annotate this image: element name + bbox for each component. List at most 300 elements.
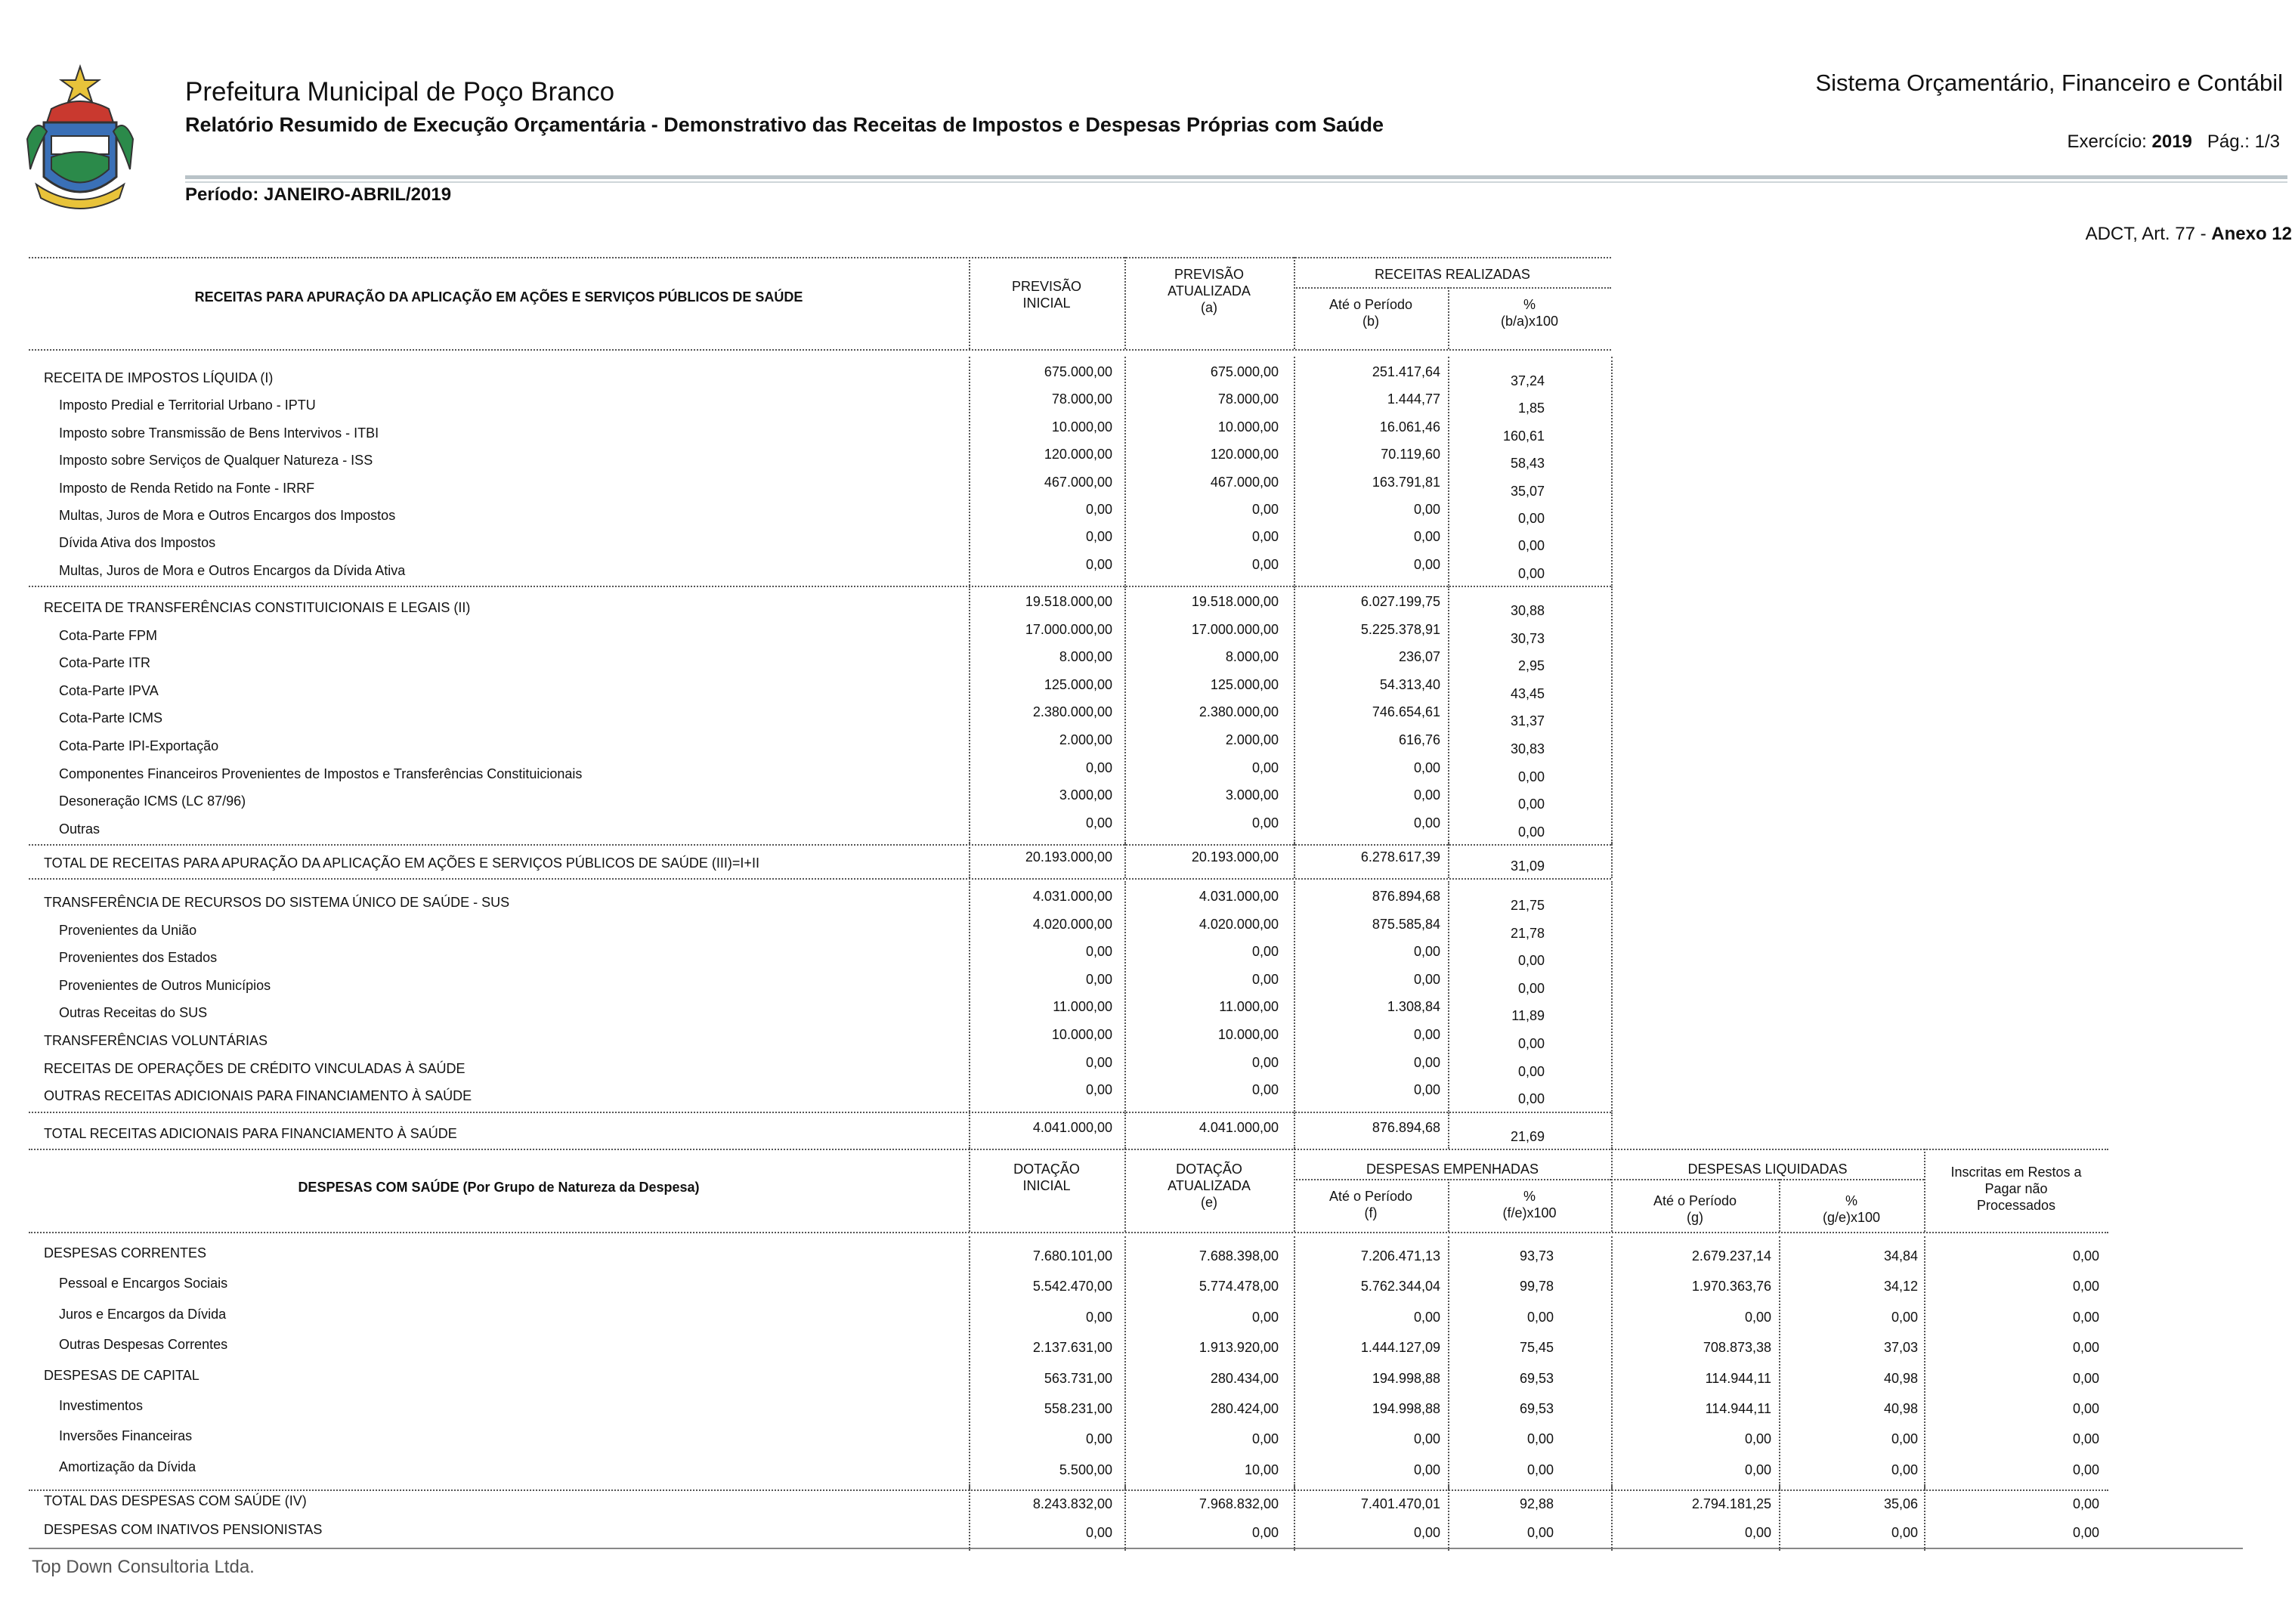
row-value: 0,00 (1413, 787, 1440, 803)
column-separator (1294, 1484, 1295, 1551)
row-value: 5.774.478,00 (1199, 1279, 1279, 1295)
row-label: Multas, Juros de Mora e Outros Encargos da Dívida Ativa (59, 562, 406, 578)
footer-rule (29, 1548, 2243, 1549)
column-separator (1124, 1484, 1126, 1551)
row-value: 0,00 (1891, 1525, 1918, 1540)
row-value: 0,00 (2072, 1309, 2099, 1325)
row-label: Outras (59, 821, 101, 837)
exp-col-pct-2: % (g/e)x100 (1822, 1193, 1881, 1225)
row-label: Desoneração ICMS (LC 87/96) (59, 793, 246, 809)
row-label: Imposto de Renda Retido na Fonte - IRRF (59, 480, 315, 496)
table-row (0, 473, 2295, 500)
row-label: TRANSFERÊNCIA DE RECURSOS DO SISTEMA ÚNICO DE SAÚDE - SUS (44, 895, 510, 910)
column-separator (1448, 881, 1449, 1112)
row-value: 21,78 (1510, 925, 1545, 941)
row-value: 746.654,61 (1372, 704, 1440, 720)
row-value: 10.000,00 (1051, 1027, 1112, 1042)
row-value: 467.000,00 (1044, 474, 1112, 490)
row-value: 30,83 (1510, 741, 1545, 756)
row-value: 30,73 (1510, 630, 1545, 646)
row-value: 280.434,00 (1210, 1370, 1279, 1386)
row-value: 0,00 (1744, 1525, 1771, 1540)
row-value: 0,00 (1744, 1462, 1771, 1477)
row-value: 0,00 (1085, 1082, 1112, 1098)
table-row (0, 1242, 2295, 1273)
row-value: 6.278.617,39 (1360, 849, 1440, 865)
column-separator (1611, 881, 1613, 1112)
column-separator (969, 1484, 970, 1551)
row-value: 675.000,00 (1210, 364, 1279, 379)
row-label: Cota-Parte ITR (59, 655, 151, 671)
row-value: 0,00 (1517, 538, 1545, 554)
row-value: 2.679.237,14 (1691, 1248, 1771, 1264)
exercise-info (2067, 131, 2280, 153)
rev-col-updated: PREVISÃO ATUALIZADA (a) (1168, 267, 1251, 315)
row-value: 0,00 (1413, 529, 1440, 545)
column-separator (1124, 357, 1126, 586)
row-value: 2.000,00 (1225, 732, 1279, 747)
row-value: 194.998,88 (1372, 1401, 1440, 1416)
row-value: 93,73 (1519, 1248, 1554, 1264)
table-row (0, 592, 2295, 620)
exp-header-bottom-rule (29, 1232, 2108, 1233)
table-row (0, 1304, 2295, 1334)
table-row (0, 759, 2295, 787)
block-rule (29, 878, 1611, 880)
row-value: 0,00 (2072, 1462, 2099, 1477)
row-value: 8.243.832,00 (1032, 1496, 1112, 1511)
row-value: 0,00 (2072, 1431, 2099, 1447)
column-separator (1448, 586, 1449, 844)
row-value: 0,00 (1085, 971, 1112, 987)
block-rule (29, 844, 1611, 846)
table-row (0, 998, 2295, 1025)
row-value: 0,00 (1085, 1309, 1112, 1325)
row-value: 467.000,00 (1210, 474, 1279, 490)
row-label: OUTRAS RECEITAS ADICIONAIS PARA FINANCIAMENTO À SAÚDE (44, 1088, 472, 1104)
system-name: Sistema Orçamentário, Financeiro e Contábil (1815, 70, 2283, 96)
row-value: 0,00 (1517, 769, 1545, 784)
column-separator (969, 357, 970, 586)
column-separator (1924, 1484, 1925, 1551)
table-row (0, 1365, 2295, 1395)
row-label: Cota-Parte IPVA (59, 682, 159, 698)
row-value: 8.000,00 (1225, 649, 1279, 665)
row-value: 0,00 (1517, 511, 1545, 526)
table-row (0, 418, 2295, 445)
row-label: Provenientes dos Estados (59, 950, 218, 966)
row-value: 0,00 (1085, 759, 1112, 775)
row-value: 251.417,64 (1372, 364, 1440, 379)
table-row (0, 1081, 2295, 1109)
table-row (0, 942, 2295, 970)
row-value: 4.020.000,00 (1199, 916, 1279, 932)
column-separator (1448, 357, 1449, 586)
table-row (0, 1519, 2295, 1548)
row-value: 2.380.000,00 (1032, 704, 1112, 720)
row-label: RECEITA DE TRANSFERÊNCIAS CONSTITUICIONAIS E LEGAIS (II) (44, 600, 471, 615)
row-value: 0,00 (1413, 1525, 1440, 1540)
column-separator (1124, 1112, 1126, 1149)
column-separator (1294, 881, 1295, 1112)
row-value: 2.000,00 (1059, 732, 1112, 747)
table-row (0, 648, 2295, 676)
exp-group-rule-1 (1294, 1179, 1611, 1180)
row-value: 876.894,68 (1372, 889, 1440, 904)
row-value: 11,89 (1511, 1008, 1545, 1024)
row-value: 0,00 (1517, 1091, 1545, 1107)
row-value: 0,00 (1517, 1036, 1545, 1051)
column-separator (969, 842, 970, 878)
column-separator (1779, 1236, 1780, 1489)
row-value: 11.000,00 (1053, 999, 1112, 1015)
legal-ref-text: ADCT, Art. 77 - (2085, 224, 2207, 244)
row-label: Pessoal e Encargos Sociais (59, 1276, 228, 1291)
row-value: 0,00 (1413, 1082, 1440, 1098)
row-value: 8.000,00 (1059, 649, 1112, 665)
column-separator (1294, 586, 1295, 844)
row-value: 0,00 (1085, 529, 1112, 545)
row-value: 31,37 (1510, 713, 1545, 729)
row-value: 120.000,00 (1044, 447, 1112, 462)
legal-reference (2086, 224, 2292, 245)
row-label: Dívida Ativa dos Impostos (59, 535, 216, 551)
table-row (0, 848, 2295, 875)
row-value: 1.970.363,76 (1691, 1279, 1771, 1295)
column-separator (1611, 586, 1613, 844)
row-value: 40,98 (1883, 1401, 1918, 1416)
row-value: 34,12 (1883, 1279, 1918, 1295)
row-value: 10,00 (1244, 1462, 1279, 1477)
table-row (0, 555, 2295, 583)
row-value: 163.791,81 (1372, 474, 1440, 490)
row-value: 0,00 (2072, 1401, 2099, 1416)
table-row (0, 1456, 2295, 1486)
row-value: 37,24 (1510, 373, 1545, 388)
row-value: 0,00 (2072, 1248, 2099, 1264)
row-value: 0,00 (1891, 1462, 1918, 1477)
row-value: 40,98 (1883, 1370, 1918, 1386)
column-separator (1611, 1484, 1613, 1551)
row-value: 0,00 (1085, 944, 1112, 960)
row-value: 0,00 (1517, 565, 1545, 581)
row-value: 280.424,00 (1210, 1401, 1279, 1416)
row-value: 10.000,00 (1217, 1027, 1279, 1042)
row-value: 0,00 (1251, 556, 1279, 572)
row-label: Provenientes de Outros Municípios (59, 977, 271, 993)
row-value: 0,00 (1251, 1525, 1279, 1540)
row-value: 69,53 (1519, 1370, 1554, 1386)
row-value: 5.500,00 (1059, 1462, 1112, 1477)
row-value: 6.027.199,75 (1360, 594, 1440, 609)
row-value: 34,84 (1883, 1248, 1918, 1264)
row-value: 7.206.471,13 (1360, 1248, 1440, 1264)
period-label: Período: JANEIRO-ABRIL/2019 (185, 184, 452, 205)
row-label: Cota-Parte FPM (59, 627, 158, 643)
row-value: 58,43 (1510, 456, 1545, 472)
table-row (0, 1490, 2295, 1519)
column-separator (1611, 357, 1613, 586)
row-value: 16.061,46 (1379, 419, 1440, 435)
row-value: 114.944,11 (1705, 1370, 1771, 1386)
row-value: 43,45 (1510, 685, 1545, 701)
row-label: Cota-Parte IPI-Exportação (59, 738, 219, 753)
rev-col-pct: % (b/a)x100 (1500, 297, 1559, 329)
column-separator (1294, 1236, 1295, 1489)
table-row (0, 731, 2295, 759)
exp-title: DESPESAS COM SAÚDE (Por Grupo de Natureza da Despesa) (298, 1180, 700, 1195)
table-row (0, 1273, 2295, 1303)
row-value: 0,00 (1085, 556, 1112, 572)
row-value: 875.585,84 (1372, 916, 1440, 932)
row-label: Juros e Encargos da Dívida (59, 1306, 227, 1322)
row-value: 0,00 (1413, 944, 1440, 960)
row-label: TOTAL DE RECEITAS PARA APURAÇÃO DA APLICAÇÃO EM AÇÕES E SERVIÇOS PÚBLICOS DE SAÚDE (III)=I+II (44, 855, 759, 871)
row-value: 0,00 (2072, 1279, 2099, 1295)
row-value: 0,00 (1413, 1309, 1440, 1325)
row-value: 0,00 (1891, 1431, 1918, 1447)
table-row (0, 1334, 2295, 1364)
row-value: 236,07 (1398, 649, 1440, 665)
row-value: 4.031.000,00 (1199, 889, 1279, 904)
column-separator (1611, 1236, 1613, 1489)
row-value: 0,00 (1413, 556, 1440, 572)
row-value: 0,00 (1891, 1309, 1918, 1325)
annex-label: Anexo 12 (2211, 224, 2292, 244)
table-row (0, 1025, 2295, 1053)
table-row (0, 390, 2295, 417)
rev-header-top-rule (29, 257, 1611, 258)
row-value: 0,00 (1085, 1525, 1112, 1540)
row-value: 125.000,00 (1210, 676, 1279, 692)
table-row (0, 1395, 2295, 1425)
column-separator (1124, 1236, 1126, 1489)
row-value: 160,61 (1502, 428, 1545, 444)
table-row (0, 786, 2295, 814)
row-value: 0,00 (2072, 1496, 2099, 1511)
row-label: Investimentos (59, 1398, 144, 1413)
row-value: 92,88 (1519, 1496, 1554, 1511)
header-rule-thin (185, 181, 2287, 183)
row-value: 75,45 (1519, 1340, 1554, 1356)
row-value: 0,00 (2072, 1370, 2099, 1386)
row-value: 31,09 (1510, 858, 1545, 874)
row-value: 558.231,00 (1044, 1401, 1112, 1416)
row-value: 4.020.000,00 (1032, 916, 1112, 932)
exp-col-restos: Inscritas em Restos a Pagar não Processados (1950, 1165, 2082, 1213)
row-value: 3.000,00 (1225, 787, 1279, 803)
row-value: 4.041.000,00 (1199, 1120, 1279, 1135)
rev-group-rule (1294, 287, 1611, 289)
row-value: 7.968.832,00 (1199, 1496, 1279, 1511)
row-value: 0,00 (1744, 1431, 1771, 1447)
table-row (0, 1425, 2295, 1455)
row-value: 7.688.398,00 (1199, 1248, 1279, 1264)
row-value: 54.313,40 (1379, 676, 1440, 692)
row-value: 563.731,00 (1044, 1370, 1112, 1386)
row-value: 0,00 (1413, 815, 1440, 831)
row-value: 0,00 (1413, 971, 1440, 987)
row-value: 2.794.181,25 (1691, 1496, 1771, 1511)
row-label: Outras Despesas Correntes (59, 1337, 228, 1353)
row-value: 37,03 (1883, 1340, 1918, 1356)
row-value: 19.518.000,00 (1191, 594, 1279, 609)
row-value: 0,00 (1413, 759, 1440, 775)
row-value: 0,00 (1251, 971, 1279, 987)
column-separator (1294, 1112, 1295, 1149)
row-value: 0,00 (1413, 1054, 1440, 1070)
row-value: 0,00 (1251, 502, 1279, 517)
row-label: TOTAL RECEITAS ADICIONAIS PARA FINANCIAMENTO À SAÚDE (44, 1126, 457, 1141)
row-value: 2.137.631,00 (1032, 1340, 1112, 1356)
row-value: 0,00 (1413, 502, 1440, 517)
header-rule-thick (185, 175, 2287, 179)
row-value: 616,76 (1398, 732, 1440, 747)
row-value: 78.000,00 (1217, 391, 1279, 407)
row-value: 1,85 (1517, 401, 1545, 416)
row-value: 114.944,11 (1705, 1401, 1771, 1416)
table-row (0, 445, 2295, 472)
row-value: 70.119,60 (1381, 447, 1440, 462)
org-name: Prefeitura Municipal de Poço Branco (185, 77, 615, 107)
column-separator (1448, 1112, 1449, 1149)
column-separator (1448, 1236, 1449, 1489)
table-row (0, 1118, 2295, 1146)
row-value: 0,00 (1744, 1309, 1771, 1325)
row-value: 4.041.000,00 (1032, 1120, 1112, 1135)
exp-col-initial: DOTAÇÃO INICIAL (1013, 1162, 1080, 1193)
row-label: Provenientes da União (59, 922, 197, 938)
row-value: 17.000.000,00 (1191, 621, 1279, 637)
row-value: 35,06 (1883, 1496, 1918, 1511)
block-rule (29, 1489, 2108, 1491)
row-value: 11.000,00 (1219, 999, 1279, 1015)
column-separator (1294, 842, 1295, 878)
row-value: 0,00 (1085, 1431, 1112, 1447)
row-value: 0,00 (1517, 953, 1545, 969)
report-title: Relatório Resumido de Execução Orçamentária - Demonstrativo das Receitas de Impostos e Despesas Próprias com Saúde (185, 113, 1384, 136)
row-value: 0,00 (2072, 1340, 2099, 1356)
column-separator (1448, 842, 1449, 878)
row-value: 0,00 (1251, 759, 1279, 775)
table-row (0, 887, 2295, 915)
row-value: 5.542.470,00 (1032, 1279, 1112, 1295)
row-label: RECEITAS DE OPERAÇÕES DE CRÉDITO VINCULADAS À SAÚDE (44, 1060, 465, 1076)
column-separator (1294, 357, 1295, 586)
row-value: 0,00 (1526, 1462, 1554, 1477)
row-label: Amortização da Dívida (59, 1459, 196, 1474)
row-label: DESPESAS DE CAPITAL (44, 1367, 199, 1383)
row-value: 10.000,00 (1217, 419, 1279, 435)
row-value: 0,00 (1413, 1462, 1440, 1477)
row-label: Outras Receitas do SUS (59, 1005, 208, 1021)
row-value: 3.000,00 (1059, 787, 1112, 803)
row-value: 0,00 (1251, 1082, 1279, 1098)
column-separator (1924, 1236, 1925, 1489)
row-label: DESPESAS COM INATIVOS PENSIONISTAS (44, 1522, 323, 1537)
exercise-label: Exercício: (2067, 131, 2147, 152)
row-value: 0,00 (1517, 824, 1545, 840)
table-row (0, 915, 2295, 943)
table-row (0, 970, 2295, 998)
row-label: RECEITA DE IMPOSTOS LÍQUIDA (I) (44, 370, 274, 385)
row-value: 10.000,00 (1051, 419, 1112, 435)
row-value: 0,00 (1085, 815, 1112, 831)
table-row (0, 703, 2295, 731)
row-value: 78.000,00 (1051, 391, 1112, 407)
column-separator (1124, 586, 1126, 844)
row-label: Inversões Financeiras (59, 1428, 193, 1444)
row-label: TRANSFERÊNCIAS VOLUNTÁRIAS (44, 1033, 268, 1048)
row-label: TOTAL DAS DESPESAS COM SAÚDE (IV) (44, 1493, 307, 1508)
row-value: 30,88 (1510, 603, 1545, 618)
row-value: 2.380.000,00 (1199, 704, 1279, 720)
row-value: 0,00 (1526, 1525, 1554, 1540)
row-value: 708.873,38 (1703, 1340, 1771, 1356)
row-value: 194.998,88 (1372, 1370, 1440, 1386)
row-value: 0,00 (2072, 1525, 2099, 1540)
row-value: 1.308,84 (1387, 999, 1440, 1015)
row-value: 35,07 (1510, 483, 1545, 499)
block-rule (29, 1112, 1611, 1113)
row-value: 1.444.127,09 (1360, 1340, 1440, 1356)
row-label: Multas, Juros de Mora e Outros Encargos dos Impostos (59, 508, 396, 523)
page-number: Pág.: 1/3 (2207, 131, 2280, 152)
exp-col-group-2: DESPESAS LIQUIDADAS (1687, 1162, 1848, 1177)
row-value: 4.031.000,00 (1032, 889, 1112, 904)
table-row (0, 620, 2295, 648)
row-value: 0,00 (1085, 1054, 1112, 1070)
rev-col-group: RECEITAS REALIZADAS (1375, 267, 1530, 282)
municipal-coat-of-arms-icon (21, 63, 139, 212)
exp-col-group-1: DESPESAS EMPENHADAS (1366, 1162, 1539, 1177)
row-value: 7.680.101,00 (1032, 1248, 1112, 1264)
exp-col-pct-1: % (f/e)x100 (1502, 1189, 1557, 1220)
row-value: 99,78 (1519, 1279, 1554, 1295)
row-value: 675.000,00 (1044, 364, 1112, 379)
rev-header-bottom-rule (29, 349, 1611, 351)
row-value: 0,00 (1517, 980, 1545, 996)
row-value: 7.401.470,01 (1360, 1496, 1440, 1511)
rev-col-initial: PREVISÃO INICIAL (1011, 279, 1082, 311)
exp-col-period-2: Até o Período (g) (1653, 1193, 1737, 1225)
row-value: 20.193.000,00 (1191, 849, 1279, 865)
column-separator (969, 586, 970, 844)
row-value: 0,00 (1517, 797, 1545, 812)
row-value: 17.000.000,00 (1025, 621, 1112, 637)
row-label: Imposto sobre Transmissão de Bens Intervivos - ITBI (59, 425, 379, 441)
column-separator (1124, 842, 1126, 878)
row-value: 120.000,00 (1210, 447, 1279, 462)
row-value: 5.225.378,91 (1360, 621, 1440, 637)
column-separator (969, 1236, 970, 1489)
row-value: 0,00 (1251, 815, 1279, 831)
column-separator (1124, 881, 1126, 1112)
table-row (0, 527, 2295, 555)
row-value: 0,00 (1251, 1054, 1279, 1070)
footer-company: Top Down Consultoria Ltda. (32, 1557, 255, 1577)
row-value: 1.444,77 (1387, 391, 1440, 407)
column-separator (969, 881, 970, 1112)
row-value: 0,00 (1517, 1063, 1545, 1079)
row-value: 2,95 (1517, 658, 1545, 674)
row-label: DESPESAS CORRENTES (44, 1245, 207, 1261)
row-value: 21,69 (1510, 1129, 1545, 1144)
table-row (0, 363, 2295, 390)
row-value: 0,00 (1413, 1027, 1440, 1042)
row-value: 19.518.000,00 (1025, 594, 1112, 609)
column-separator (1448, 1484, 1449, 1551)
